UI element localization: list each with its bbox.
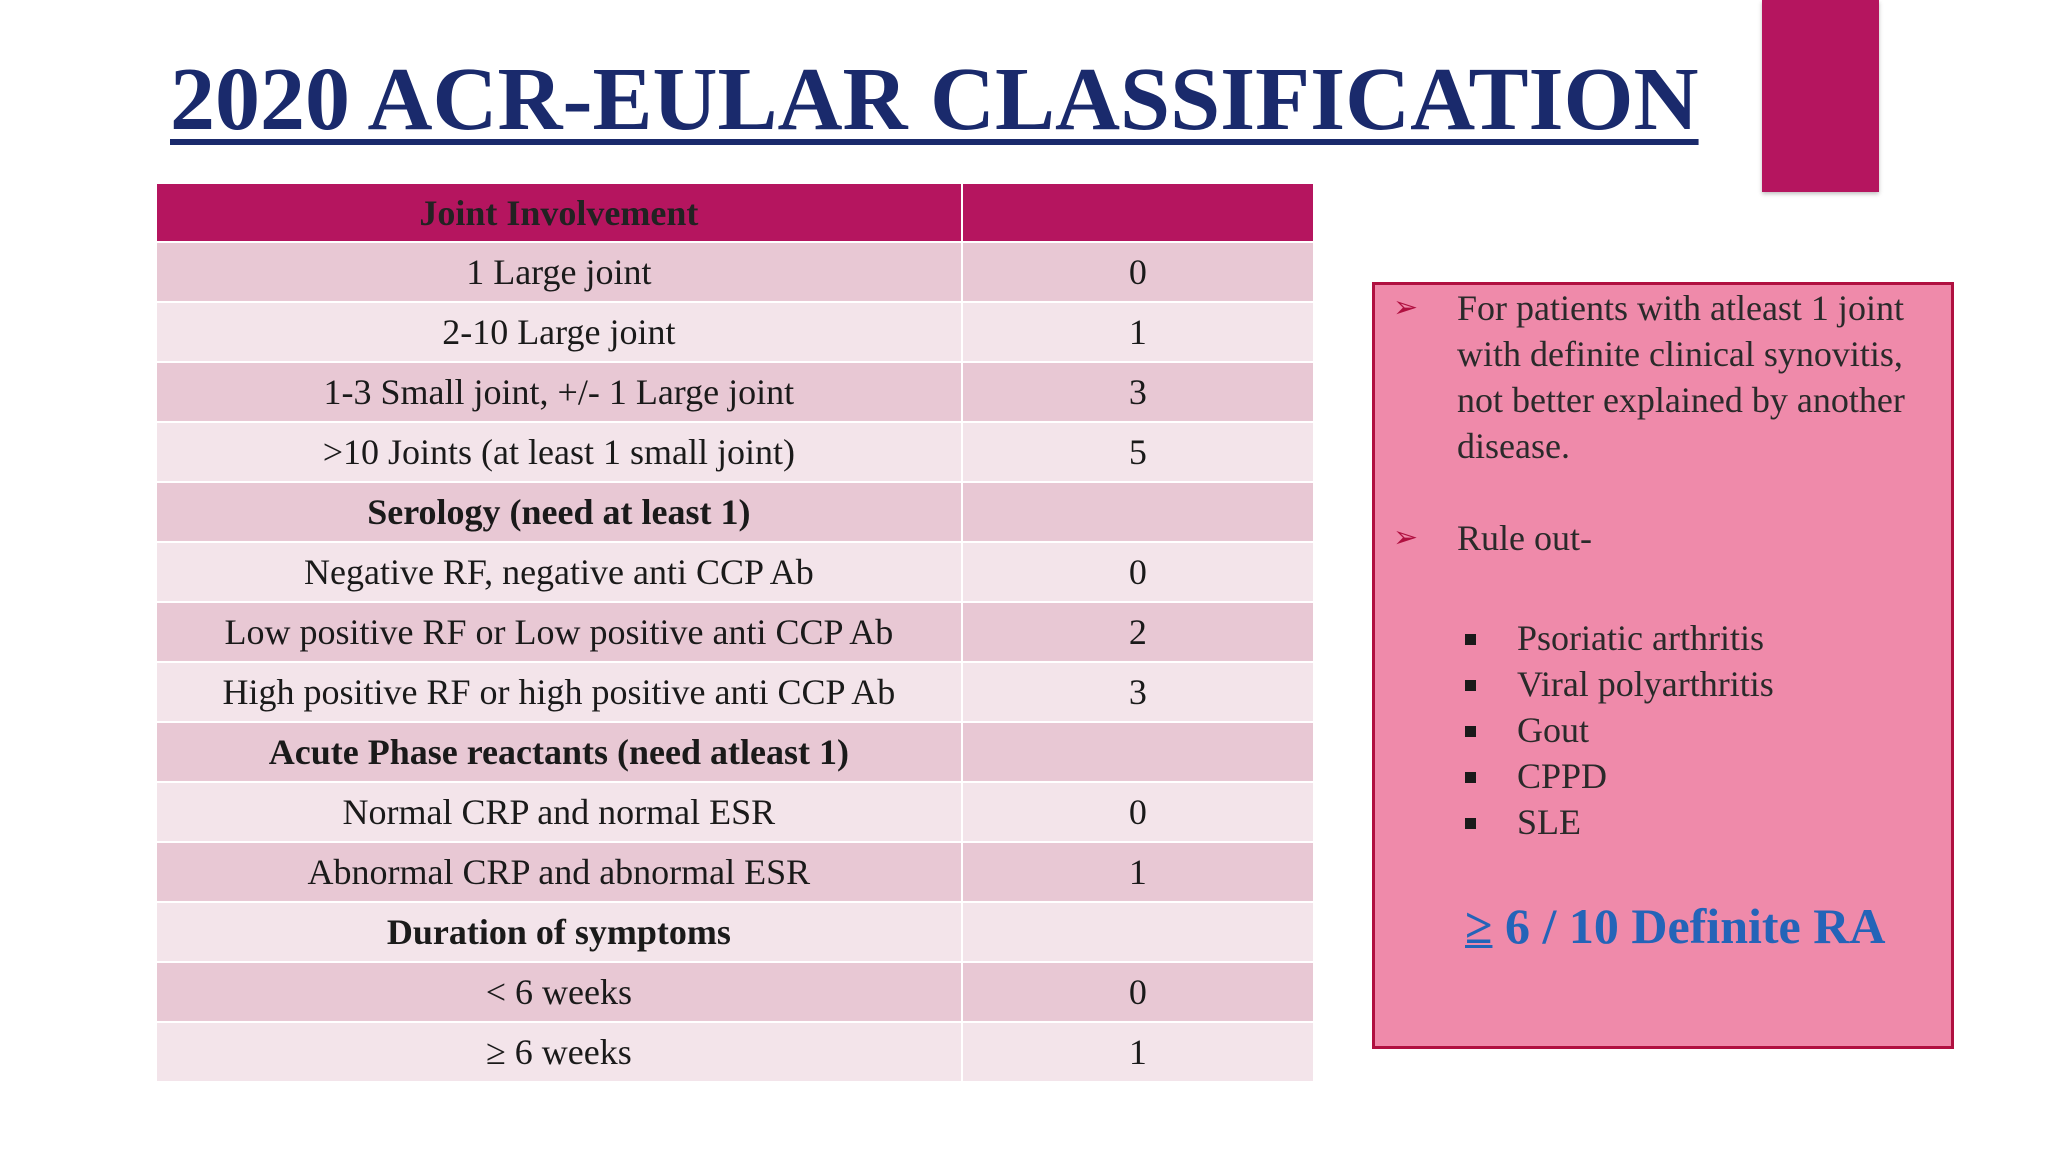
- definite-ra-text: 6 / 10 Definite RA: [1492, 898, 1886, 954]
- table-row: [156, 362, 1314, 422]
- criterion-score: [962, 902, 1314, 962]
- criterion-score: 1: [962, 842, 1314, 902]
- list-item: Gout: [1465, 707, 1774, 753]
- table-header-row: [156, 183, 1314, 242]
- criterion-score: 3: [962, 662, 1314, 722]
- criterion-label: 1 Large joint: [156, 242, 962, 302]
- slide-title: 2020 ACR-EULAR CLASSIFICATION: [170, 50, 1699, 149]
- list-item: Viral polyarthritis: [1465, 661, 1774, 707]
- table-row: [156, 1022, 1314, 1082]
- criterion-label: 2-10 Large joint: [156, 302, 962, 362]
- table-body: [156, 242, 1314, 1082]
- criterion-label: >10 Joints (at least 1 small joint): [156, 422, 962, 482]
- arrow-bullet-icon: ➢: [1393, 291, 1419, 324]
- criterion-label: Duration of symptoms: [156, 902, 962, 962]
- square-bullet-icon: [1465, 726, 1476, 737]
- table-row: [156, 602, 1314, 662]
- criterion-score: [962, 482, 1314, 542]
- criterion-score: 0: [962, 782, 1314, 842]
- square-bullet-icon: [1465, 772, 1476, 783]
- criterion-score: 0: [962, 242, 1314, 302]
- criterion-label: Negative RF, negative anti CCP Ab: [156, 542, 962, 602]
- section-header-row: [156, 482, 1314, 542]
- table-row: [156, 242, 1314, 302]
- rule-out-list: [1465, 615, 1774, 845]
- criterion-score: 3: [962, 362, 1314, 422]
- criterion-label: Acute Phase reactants (need atleast 1): [156, 722, 962, 782]
- arrow-bullet-icon: ➢: [1393, 521, 1419, 554]
- criterion-label: Normal CRP and normal ESR: [156, 782, 962, 842]
- notes-panel: [1372, 282, 1954, 1049]
- square-bullet-icon: [1465, 634, 1476, 645]
- criterion-label: 1-3 Small joint, +/- 1 Large joint: [156, 362, 962, 422]
- list-item: SLE: [1465, 799, 1774, 845]
- table-row: [156, 962, 1314, 1022]
- section-header-row: [156, 722, 1314, 782]
- list-item: Psoriatic arthritis: [1465, 615, 1774, 661]
- rule-out-label: Rule out-: [1457, 518, 1592, 558]
- table-row: [156, 842, 1314, 902]
- criterion-label: Abnormal CRP and abnormal ESR: [156, 842, 962, 902]
- criterion-score: 1: [962, 1022, 1314, 1082]
- section-header-row: [156, 902, 1314, 962]
- definite-ra-threshold: [1465, 897, 1885, 955]
- table-row: [156, 302, 1314, 362]
- table-row: [156, 782, 1314, 842]
- table-row: [156, 542, 1314, 602]
- criterion-score: 1: [962, 302, 1314, 362]
- criterion-score: 5: [962, 422, 1314, 482]
- list-item: CPPD: [1465, 753, 1774, 799]
- criterion-score: 0: [962, 542, 1314, 602]
- criterion-score: 0: [962, 962, 1314, 1022]
- header-score: [962, 183, 1314, 242]
- geq-symbol: ≥: [1465, 898, 1493, 954]
- intro-text: For patients with atleast 1 joint with definite clinical synovitis, not better explained by another disease.: [1457, 288, 1905, 466]
- criterion-label: Low positive RF or Low positive anti CCP Ab: [156, 602, 962, 662]
- criterion-label: Serology (need at least 1): [156, 482, 962, 542]
- criterion-label: High positive RF or high positive anti CCP Ab: [156, 662, 962, 722]
- table-row: [156, 662, 1314, 722]
- classification-table: [155, 182, 1315, 1083]
- criterion-score: [962, 722, 1314, 782]
- criterion-label: < 6 weeks: [156, 962, 962, 1022]
- table-row: [156, 422, 1314, 482]
- accent-bar: [1762, 0, 1879, 192]
- square-bullet-icon: [1465, 680, 1476, 691]
- criterion-score: 2: [962, 602, 1314, 662]
- square-bullet-icon: [1465, 818, 1476, 829]
- criterion-label: ≥ 6 weeks: [156, 1022, 962, 1082]
- header-label: Joint Involvement: [156, 183, 962, 242]
